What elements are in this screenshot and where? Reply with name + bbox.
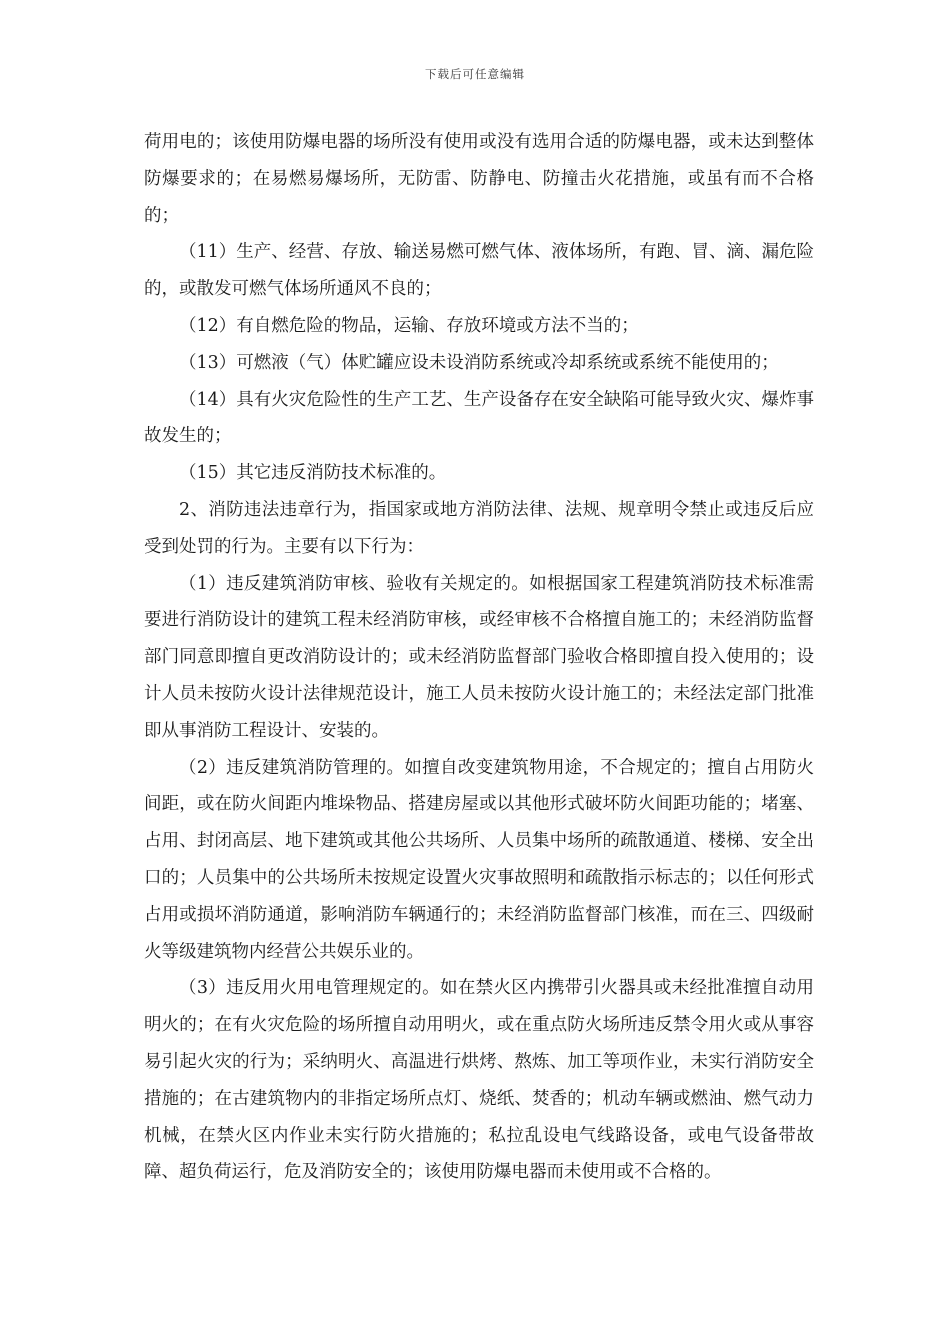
- paragraph-section-2: 2、消防违法违章行为，指国家或地方消防法律、法规、规章明令禁止或违反后应受到处罚的行为。主要有以下行为：: [144, 499, 814, 557]
- paragraph-sub-1: （1）违反建筑消防审核、验收有关规定的。如根据国家工程建筑消防技术标准需要进行消防设计的建筑工程未经消防审核，或经审核不合格擅自施工的；未经消防监督部门同意即擅自更改消防设计的；或未经消防监督部门验收合格即擅自投入使用的；设计人员未按防火设计法律规范设计，施工人员未按防火设计施工的；未经法定部门批准即从事消防工程设计、安装的。: [144, 573, 814, 741]
- paragraph-item-14: （14）具有火灾危险性的生产工艺、生产设备存在安全缺陷可能导致火灾、爆炸事故发生的；: [144, 389, 814, 447]
- paragraph-sub-3: （3）违反用火用电管理规定的。如在禁火区内携带引火器具或未经批准擅自动用明火的；在有火灾危险的场所擅自动用明火，或在重点防火场所违反禁令用火或从事容易引起火灾的行为；采纳明火、高温进行烘烤、熬炼、加工等项作业，未实行消防安全措施的；在古建筑物内的非指定场所点灯、烧纸、焚香的；机动车辆或燃油、燃气动力机械，在禁火区内作业未实行防火措施的；私拉乱设电气线路设备，或电气设备带故障、超负荷运行，危及消防安全的；该使用防爆电器而未使用或不合格的。: [144, 978, 814, 1183]
- paragraph-item-12: （12）有自燃危险的物品，运输、存放环境或方法不当的；: [179, 315, 639, 336]
- paragraph-continuation: 荷用电的；该使用防爆电器的场所没有使用或没有选用合适的防爆电器，或未达到整体防爆要求的；在易燃易爆场所，无防雷、防静电、防撞击火花措施，或虽有而不合格的；: [144, 132, 814, 226]
- document-body: [144, 124, 814, 1191]
- paragraph-item-13: （13）可燃液（气）体贮罐应设未设消防系统或冷却系统或系统不能使用的；: [179, 352, 779, 373]
- paragraph-item-11: （11）生产、经营、存放、输送易燃可燃气体、液体场所，有跑、冒、滴、漏危险的，或散发可燃气体场所通风不良的；: [144, 242, 814, 300]
- paragraph-sub-2: （2）违反建筑消防管理的。如擅自改变建筑物用途，不合规定的；擅自占用防火间距，或在防火间距内堆垛物品、搭建房屋或以其他形式破坏防火间距功能的；堵塞、占用、封闭高层、地下建筑或其他公共场所、人员集中场所的疏散通道、楼梯、安全出口的；人员集中的公共场所未按规定设置火灾事故照明和疏散指示标志的；以任何形式占用或损坏消防通道，影响消防车辆通行的；未经消防监督部门核准，而在三、四级耐火等级建筑物内经营公共娱乐业的。: [144, 757, 814, 962]
- paragraph-item-15: （15）其它违反消防技术标准的。: [179, 463, 447, 484]
- page-header: 下载后可任意编辑: [425, 67, 525, 81]
